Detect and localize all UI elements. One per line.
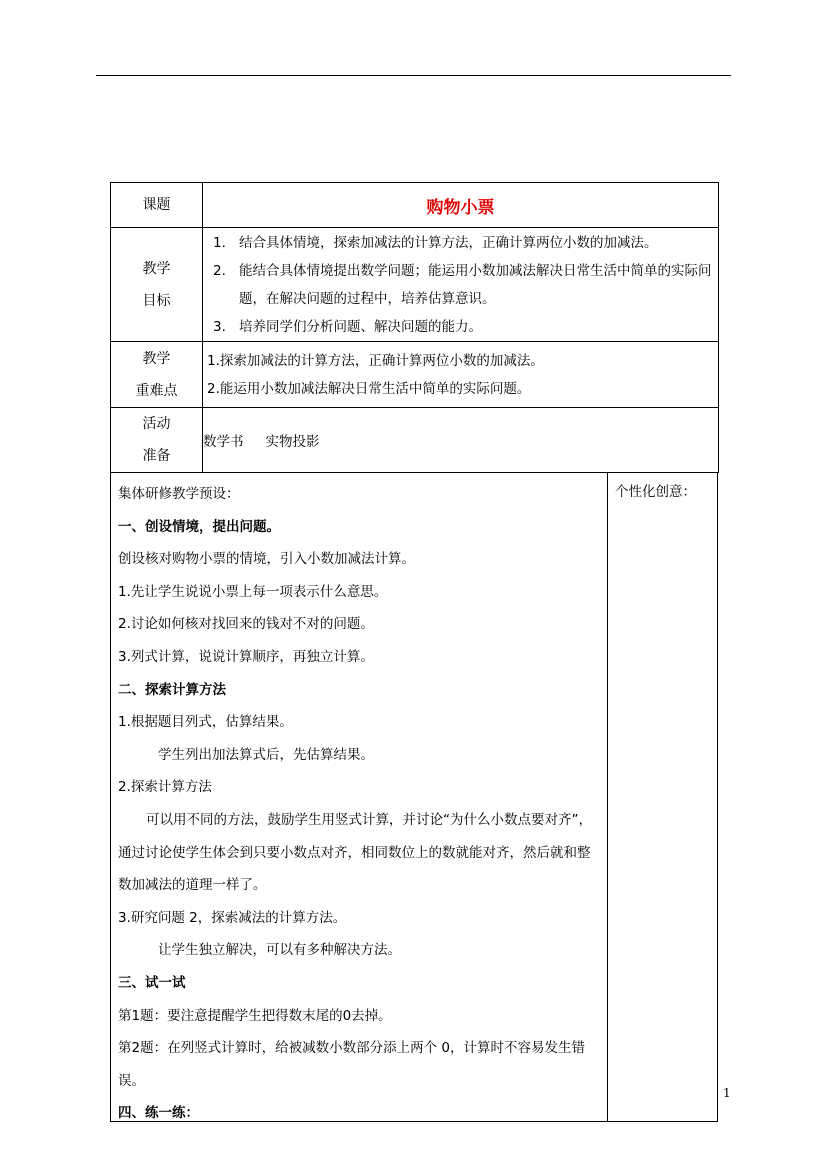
section-heading: 一、创设情境，提出问题。 — [118, 518, 280, 535]
page-number: 1 — [723, 1086, 731, 1100]
plan-line: 1.先让学生说说小票上每一项表示什么意思。 — [118, 583, 388, 600]
key-points-cell — [203, 342, 719, 408]
section-heading: 二、探索计算方法 — [118, 681, 226, 698]
plan-line: 1.根据题目列式，估算结果。 — [118, 714, 293, 731]
plan-body — [118, 478, 600, 1130]
goal-item: 3. 培养同学们分析问题、解决问题的能力。 — [213, 318, 482, 335]
prep-label: 活动 准备 — [111, 408, 203, 473]
plan-line: 2.讨论如何核对找回来的钱对不对的问题。 — [118, 616, 374, 633]
goal-item: 1. 结合具体情境，探索加减法的计算方法，正确计算两位小数的加减法。 — [213, 234, 658, 251]
prep-cell — [203, 408, 719, 473]
key-points-label: 教学 重难点 — [111, 342, 203, 408]
plan-line: 可以用不同的方法，鼓励学生用竖式计算，并讨论“为什么小数点要对齐”，通过讨论使学生体会到只要小数点对齐，相同数位上的数就能对齐，然后就和整数加减法的道理一样了。 — [118, 811, 592, 894]
plan-line: 集体研修教学预设： — [118, 486, 240, 502]
plan-line: 3.研究问题 2，探索减法的计算方法。 — [118, 909, 347, 926]
goals-cell — [203, 228, 719, 342]
plan-line: 3.列式计算，说说计算顺序，再独立计算。 — [118, 648, 374, 665]
goal-item: 2. 能结合具体情境提出数学问题；能运用小数加减法解决日常生活中简单的实际问题，在解决问题的过程中，培养估算意识。 — [213, 262, 712, 307]
goals-label: 教学 目标 — [111, 228, 203, 342]
plan-line: 学生列出加法算式后，先估算结果。 — [158, 746, 374, 763]
key-point: 2.能运用小数加减法解决日常生活中简单的实际问题。 — [207, 380, 531, 397]
column-divider — [607, 472, 608, 1121]
plan-line: 让学生独立解决，可以有多种解决方法。 — [158, 942, 401, 959]
personal-creativity-label: 个性化创意： — [615, 484, 696, 500]
lesson-plan-table — [110, 182, 718, 473]
plan-line: 2.探索计算方法 — [118, 779, 212, 796]
plan-line: 第2题：在列竖式计算时，给被减数小数部分添上两个 0，计算时不容易发生错误。 — [118, 1040, 585, 1089]
plan-line: 第1题：要注意提醒学生把得数末尾的0去掉。 — [118, 1007, 392, 1024]
prep-item: 数学书 — [203, 434, 244, 450]
prep-item: 实物投影 — [265, 434, 320, 450]
header-rule — [96, 75, 731, 76]
plan-section — [110, 472, 718, 1122]
lesson-title: 购物小票 — [203, 183, 719, 228]
section-heading: 四、练一练： — [118, 1105, 199, 1122]
topic-label: 课题 — [111, 183, 203, 228]
plan-line: 创设核对购物小票的情境，引入小数加减法计算。 — [118, 551, 415, 568]
key-point: 1.探索加减法的计算方法，正确计算两位小数的加减法。 — [207, 352, 544, 369]
section-heading: 三、试一试 — [118, 974, 186, 991]
